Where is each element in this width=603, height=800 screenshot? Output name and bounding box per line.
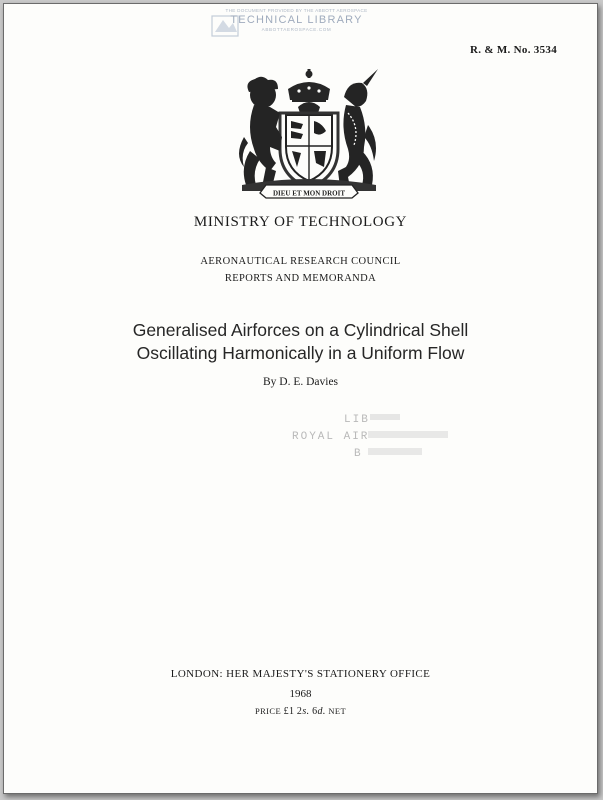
price-shillings: 2 bbox=[296, 706, 303, 717]
watermark-title: TECHNICAL LIBRARY bbox=[230, 14, 363, 26]
price-pence-unit: d. bbox=[317, 706, 326, 717]
watermark-top-line: THE DOCUMENT PROVIDED BY THE ABBOTT AEROSPACE bbox=[225, 8, 368, 13]
ministry-heading: MINISTRY OF TECHNOLOGY bbox=[193, 214, 408, 230]
document-title-line-2: Oscillating Harmonically in a Uniform Flow bbox=[136, 343, 465, 363]
price-pence: 6 bbox=[312, 706, 318, 717]
price-shillings-unit: s. bbox=[302, 706, 310, 717]
crest-motto: DIEU ET MON DROIT bbox=[272, 189, 346, 198]
library-stamp-mark bbox=[284, 408, 474, 466]
stamp-line-2: ROYAL AIR bbox=[292, 431, 370, 443]
price-suffix: NET bbox=[328, 706, 347, 716]
document-title-line-1: Generalised Airforces on a Cylindrical Shell bbox=[132, 320, 469, 340]
document-page bbox=[3, 3, 598, 794]
publisher-line: LONDON: HER MAJESTY'S STATIONERY OFFICE bbox=[170, 668, 431, 680]
stamp-line-1: LIB bbox=[344, 414, 370, 426]
watermark-url: ABBOTTAEROSPACE.COM bbox=[261, 27, 332, 32]
publication-year: 1968 bbox=[289, 688, 312, 700]
library-watermark bbox=[209, 8, 384, 40]
council-heading: AERONAUTICAL RESEARCH COUNCIL bbox=[200, 256, 401, 267]
report-number: R. & M. No. 3534 bbox=[470, 44, 557, 56]
stamp-line-3: B bbox=[354, 448, 363, 460]
royal-coat-of-arms-icon bbox=[236, 67, 382, 199]
price-pounds: £1 bbox=[283, 706, 295, 717]
price-label: PRICE bbox=[254, 706, 282, 716]
series-heading: REPORTS AND MEMORANDA bbox=[224, 273, 377, 284]
price-line bbox=[4, 706, 597, 717]
author-byline: By D. E. Davies bbox=[262, 376, 339, 388]
